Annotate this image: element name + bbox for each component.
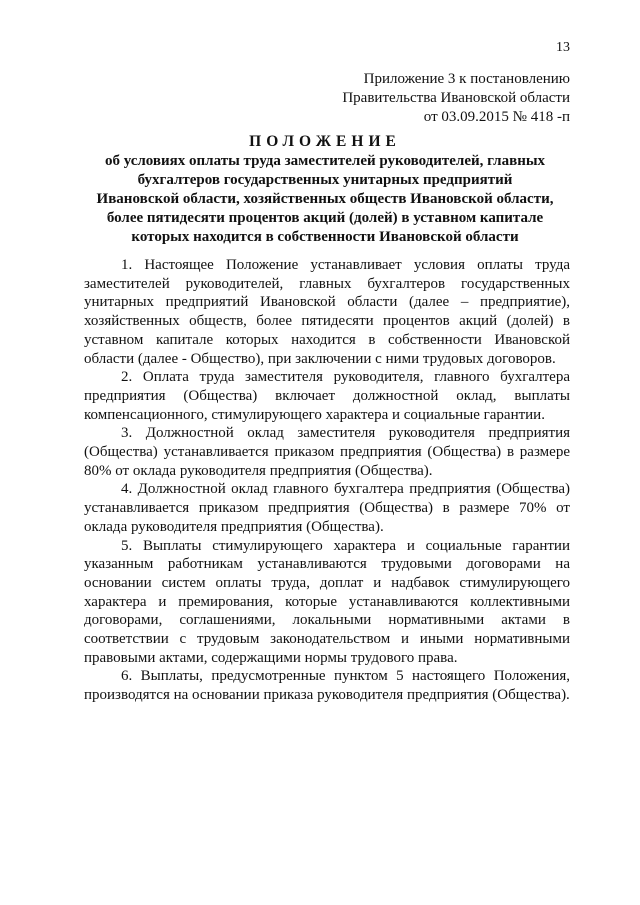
paragraph-2: 2. Оплата труда заместителя руководителя, главного бухгалтера предприятия (Общества) включает должностной оклад, выплаты компенсационного, стимулирующего характера и социальные гарантии. bbox=[84, 369, 570, 423]
page-number: 13 bbox=[556, 40, 570, 55]
document-title bbox=[80, 132, 570, 247]
appendix-line-3: от 03.09.2015 № 418 -п bbox=[423, 109, 570, 125]
document-body bbox=[84, 256, 570, 705]
appendix-line-1: Приложение 3 к постановлению bbox=[363, 71, 570, 87]
title-line-5: которых находится в собственности Ивановской области bbox=[131, 229, 519, 245]
paragraph-6: 6. Выплаты, предусмотренные пунктом 5 настоящего Положения, производятся на основании приказа руководителя предприятия (Общества). bbox=[84, 668, 570, 704]
title-line-1: об условиях оплаты труда заместителей руководителей, главных bbox=[104, 153, 546, 169]
paragraph-3: 3. Должностной оклад заместителя руководителя предприятия (Общества) устанавливается приказом предприятия (Общества) в размере 80% от оклада руководителя предприятия (Общества). bbox=[84, 425, 570, 479]
appendix-reference bbox=[342, 70, 570, 127]
paragraph-4: 4. Должностной оклад главного бухгалтера предприятия (Общества) устанавливается приказом предприятия (Общества) в размере 70% от оклада руководителя предприятия (Общества). bbox=[84, 481, 570, 535]
title-main: ПОЛОЖЕНИЕ bbox=[249, 133, 401, 150]
paragraph-1: 1. Настоящее Положение устанавливает условия оплаты труда заместителей руководителей, главных бухгалтеров государственных унитарных предприятий Ивановской области (далее – предприятие), хозяйственных обществ, более пятидесяти процентов акций (долей) в уставном капитале которых находится в собственности Ивановской области (далее - Общество), при заключении с ними трудовых договоров. bbox=[84, 257, 570, 367]
paragraph-5: 5. Выплаты стимулирующего характера и социальные гарантии указанным работникам устанавливаются трудовыми договорами на основании систем оплаты труда, доплат и надбавок стимулирующего характера и премирования, которые устанавливаются коллективными договорами, соглашениями, локальными нормативными актами в соответствии с трудовым законодательством и иными нормативными правовыми актами, содержащими нормы трудового права. bbox=[84, 537, 570, 666]
title-line-3: Ивановской области, хозяйственных обществ Ивановской области, bbox=[96, 191, 554, 207]
appendix-line-2: Правительства Ивановской области bbox=[342, 90, 570, 106]
title-line-4: более пятидесяти процентов акций (долей) в уставном капитале bbox=[106, 210, 544, 226]
title-line-2: бухгалтеров государственных унитарных предприятий bbox=[137, 172, 513, 188]
